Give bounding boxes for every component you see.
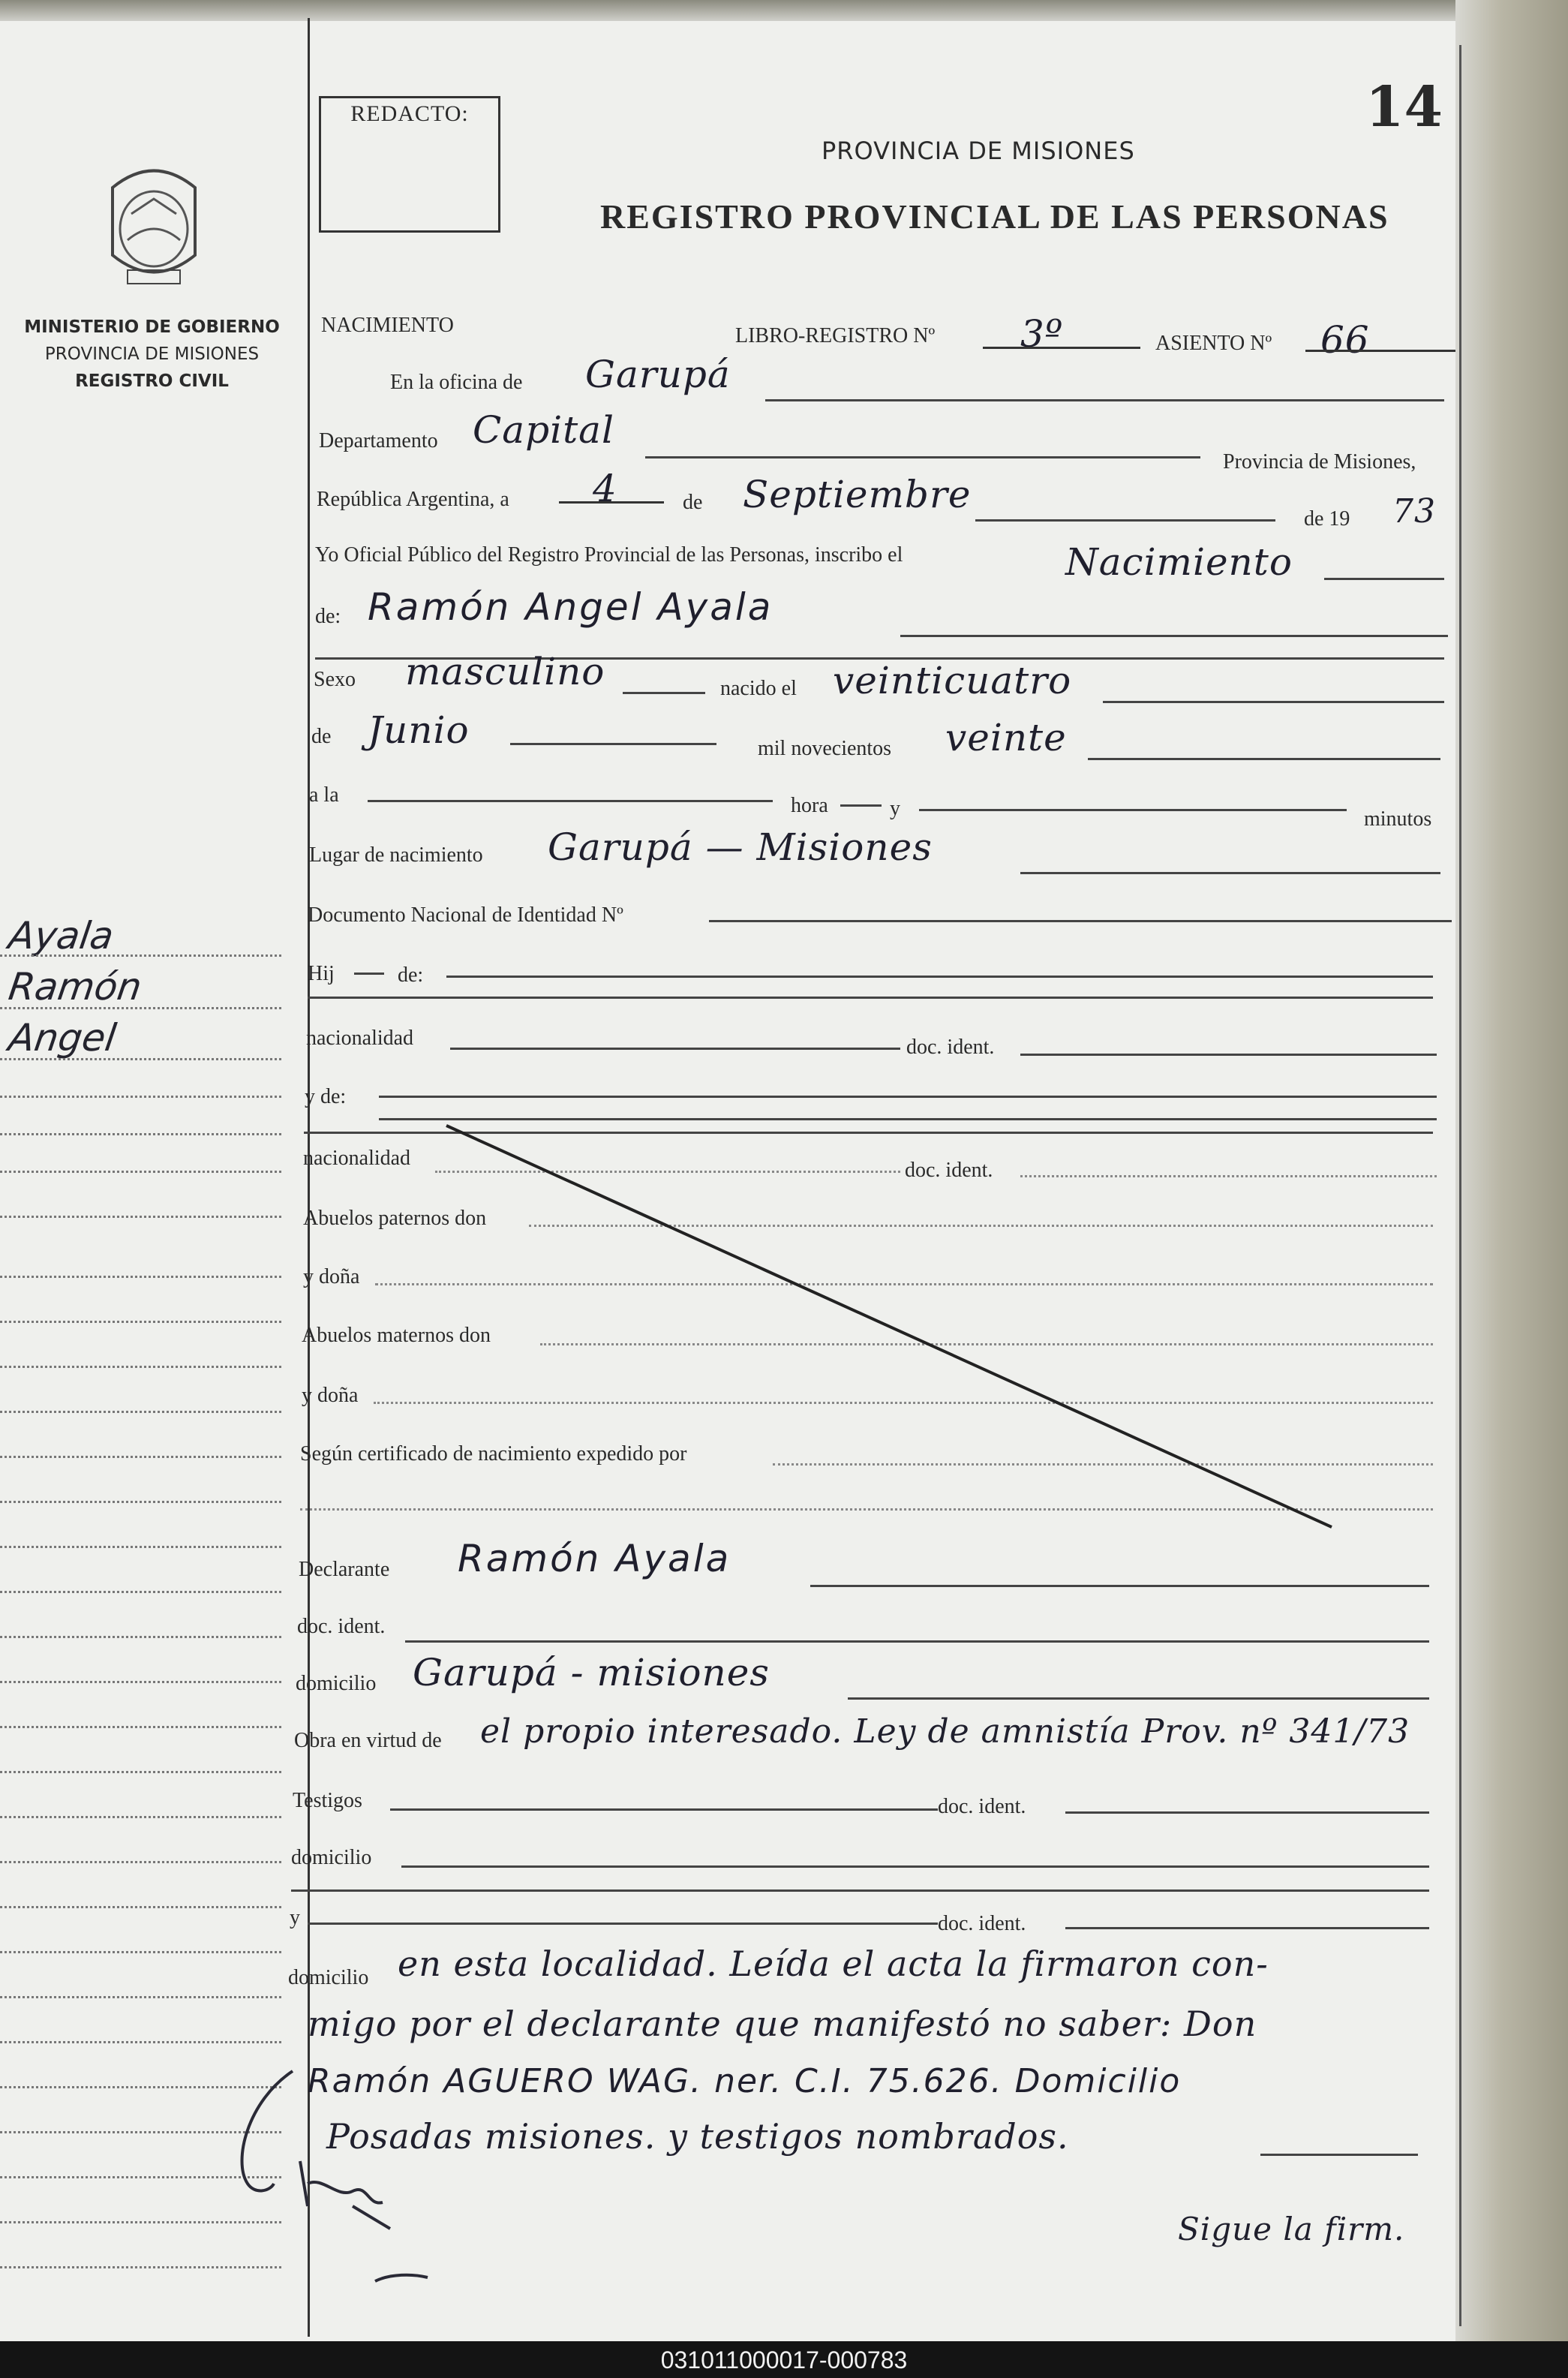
dia-value: 4 bbox=[593, 467, 617, 510]
margin-second-name: Angel bbox=[5, 1016, 119, 1060]
y-de-label: y de: bbox=[305, 1085, 347, 1108]
inscribo-value: Nacimiento bbox=[1065, 540, 1293, 584]
domicilio-label: domicilio bbox=[296, 1672, 377, 1695]
asiento-value: 66 bbox=[1320, 318, 1370, 362]
obra-label: Obra en virtud de bbox=[294, 1729, 442, 1752]
dni-label: Documento Nacional de Identidad Nº bbox=[308, 903, 623, 927]
closing-line-2: migo por el declarante que manifestó no saber: Don bbox=[308, 2004, 1257, 2044]
anio-value: 73 bbox=[1392, 492, 1436, 531]
margin-surname: Ayala bbox=[5, 914, 117, 958]
doc-ident-testigos-label: doc. ident. bbox=[938, 1795, 1026, 1818]
declarante-label: Declarante bbox=[299, 1558, 390, 1581]
oficina-value: Garupá bbox=[585, 353, 731, 396]
obra-value: el propio interesado. Ley de amnistía Prov. nº 341/73 bbox=[480, 1712, 1410, 1751]
ministry-line-2: PROVINCIA DE MISIONES bbox=[44, 344, 260, 364]
mes-nac-value: Junio bbox=[368, 708, 470, 752]
doc-ident-declarante-label: doc. ident. bbox=[297, 1615, 386, 1638]
sigue-note: Sigue la firm. bbox=[1178, 2211, 1405, 2247]
doc-ident-y-label: doc. ident. bbox=[938, 1912, 1026, 1935]
sexo-label: Sexo bbox=[314, 668, 356, 691]
oficina-label: En la oficina de bbox=[390, 371, 523, 394]
abuelos-paternos-label: Abuelos paternos don bbox=[303, 1207, 487, 1230]
ministry-line-3: REGISTRO CIVIL bbox=[75, 371, 229, 391]
lugar-label: Lugar de nacimiento bbox=[309, 843, 483, 867]
province-heading: PROVINCIA DE MISIONES bbox=[822, 137, 1135, 165]
nacido-label: nacido el bbox=[720, 677, 797, 700]
de-nombre-label: de: bbox=[315, 605, 341, 628]
asiento-label: ASIENTO Nº bbox=[1155, 332, 1272, 355]
document-id: 031011000017-000783 bbox=[660, 2346, 908, 2373]
registry-heading: REGISTRO PROVINCIAL DE LAS PERSONAS bbox=[600, 197, 1389, 236]
y-label: y bbox=[890, 797, 900, 820]
segun-label: Según certificado de nacimiento expedido por bbox=[300, 1442, 687, 1466]
nombre-value: Ramón Angel Ayala bbox=[368, 585, 773, 629]
closing-line-3: Ramón AGUERO WAG. ner. C.I. 75.626. Domicilio bbox=[308, 2062, 1182, 2100]
y-2-label: y bbox=[290, 1906, 300, 1929]
right-rule bbox=[1459, 45, 1461, 2326]
cancel-strike-line bbox=[443, 1122, 1343, 1535]
lugar-value: Garupá — Misiones bbox=[548, 825, 933, 869]
de-label: de bbox=[683, 491, 703, 514]
sexo-value: masculino bbox=[405, 650, 605, 693]
minutos-label: minutos bbox=[1364, 807, 1432, 831]
nacionalidad-2-label: nacionalidad bbox=[303, 1147, 411, 1170]
republica-label: República Argentina, a bbox=[317, 488, 509, 511]
hij-label: Hij bbox=[308, 962, 335, 985]
declarante-value: Ramón Ayala bbox=[458, 1537, 731, 1580]
libro-label: LIBRO-REGISTRO Nº bbox=[735, 324, 936, 347]
book-binding bbox=[1455, 0, 1568, 2341]
anio-nac-value: veinte bbox=[945, 716, 1067, 759]
y-dona-label: y doña bbox=[303, 1265, 360, 1288]
abuelos-maternos-label: Abuelos maternos don bbox=[302, 1324, 491, 1347]
domicilio-value: Garupá - misiones bbox=[413, 1651, 770, 1694]
nacimiento-label: NACIMIENTO bbox=[321, 314, 454, 337]
domicilio-2-label: domicilio bbox=[291, 1846, 372, 1869]
page-top-edge bbox=[0, 0, 1568, 21]
testigos-label: Testigos bbox=[293, 1789, 362, 1812]
hij-de-label: de: bbox=[398, 964, 424, 987]
departamento-label: Departamento bbox=[319, 429, 438, 452]
libro-value: 3º bbox=[1020, 312, 1064, 356]
redacto-box bbox=[319, 96, 500, 233]
coat-of-arms-seal bbox=[98, 158, 210, 293]
mil-label: mil novecientos bbox=[758, 737, 892, 760]
doc-ident-label: doc. ident. bbox=[906, 1036, 995, 1059]
closing-line-1: en esta localidad. Leída el acta la firmaron con- bbox=[398, 1944, 1269, 1984]
ministry-block bbox=[15, 314, 289, 395]
hora-label: hora bbox=[791, 794, 828, 817]
departamento-value: Capital bbox=[473, 408, 614, 452]
mes-value: Septiembre bbox=[743, 473, 972, 516]
y-dona-2-label: y doña bbox=[302, 1384, 359, 1407]
nacionalidad-label: nacionalidad bbox=[306, 1027, 414, 1050]
ministry-line-1: MINISTERIO DE GOBIERNO bbox=[24, 317, 280, 337]
closing-line-4: Posadas misiones. y testigos nombrados. bbox=[326, 2116, 1069, 2157]
margin-first-name: Ramón bbox=[5, 965, 145, 1009]
domicilio-3-label: domicilio bbox=[288, 1966, 369, 1989]
de2-label: de bbox=[311, 725, 332, 748]
nacido-value: veinticuatro bbox=[833, 659, 1072, 702]
redacto-label: REDACTO: bbox=[350, 101, 469, 126]
page-number: 14 bbox=[1365, 75, 1443, 140]
doc-ident-2-label: doc. ident. bbox=[905, 1159, 993, 1182]
declarant-signature bbox=[203, 2056, 450, 2304]
a-la-label: a la bbox=[309, 783, 339, 807]
provincia-suffix: Provincia de Misiones, bbox=[1223, 450, 1416, 473]
anio-prefix: de 19 bbox=[1304, 507, 1350, 531]
yo-oficial-label: Yo Oficial Público del Registro Provincial de las Personas, inscribo el bbox=[315, 543, 903, 567]
